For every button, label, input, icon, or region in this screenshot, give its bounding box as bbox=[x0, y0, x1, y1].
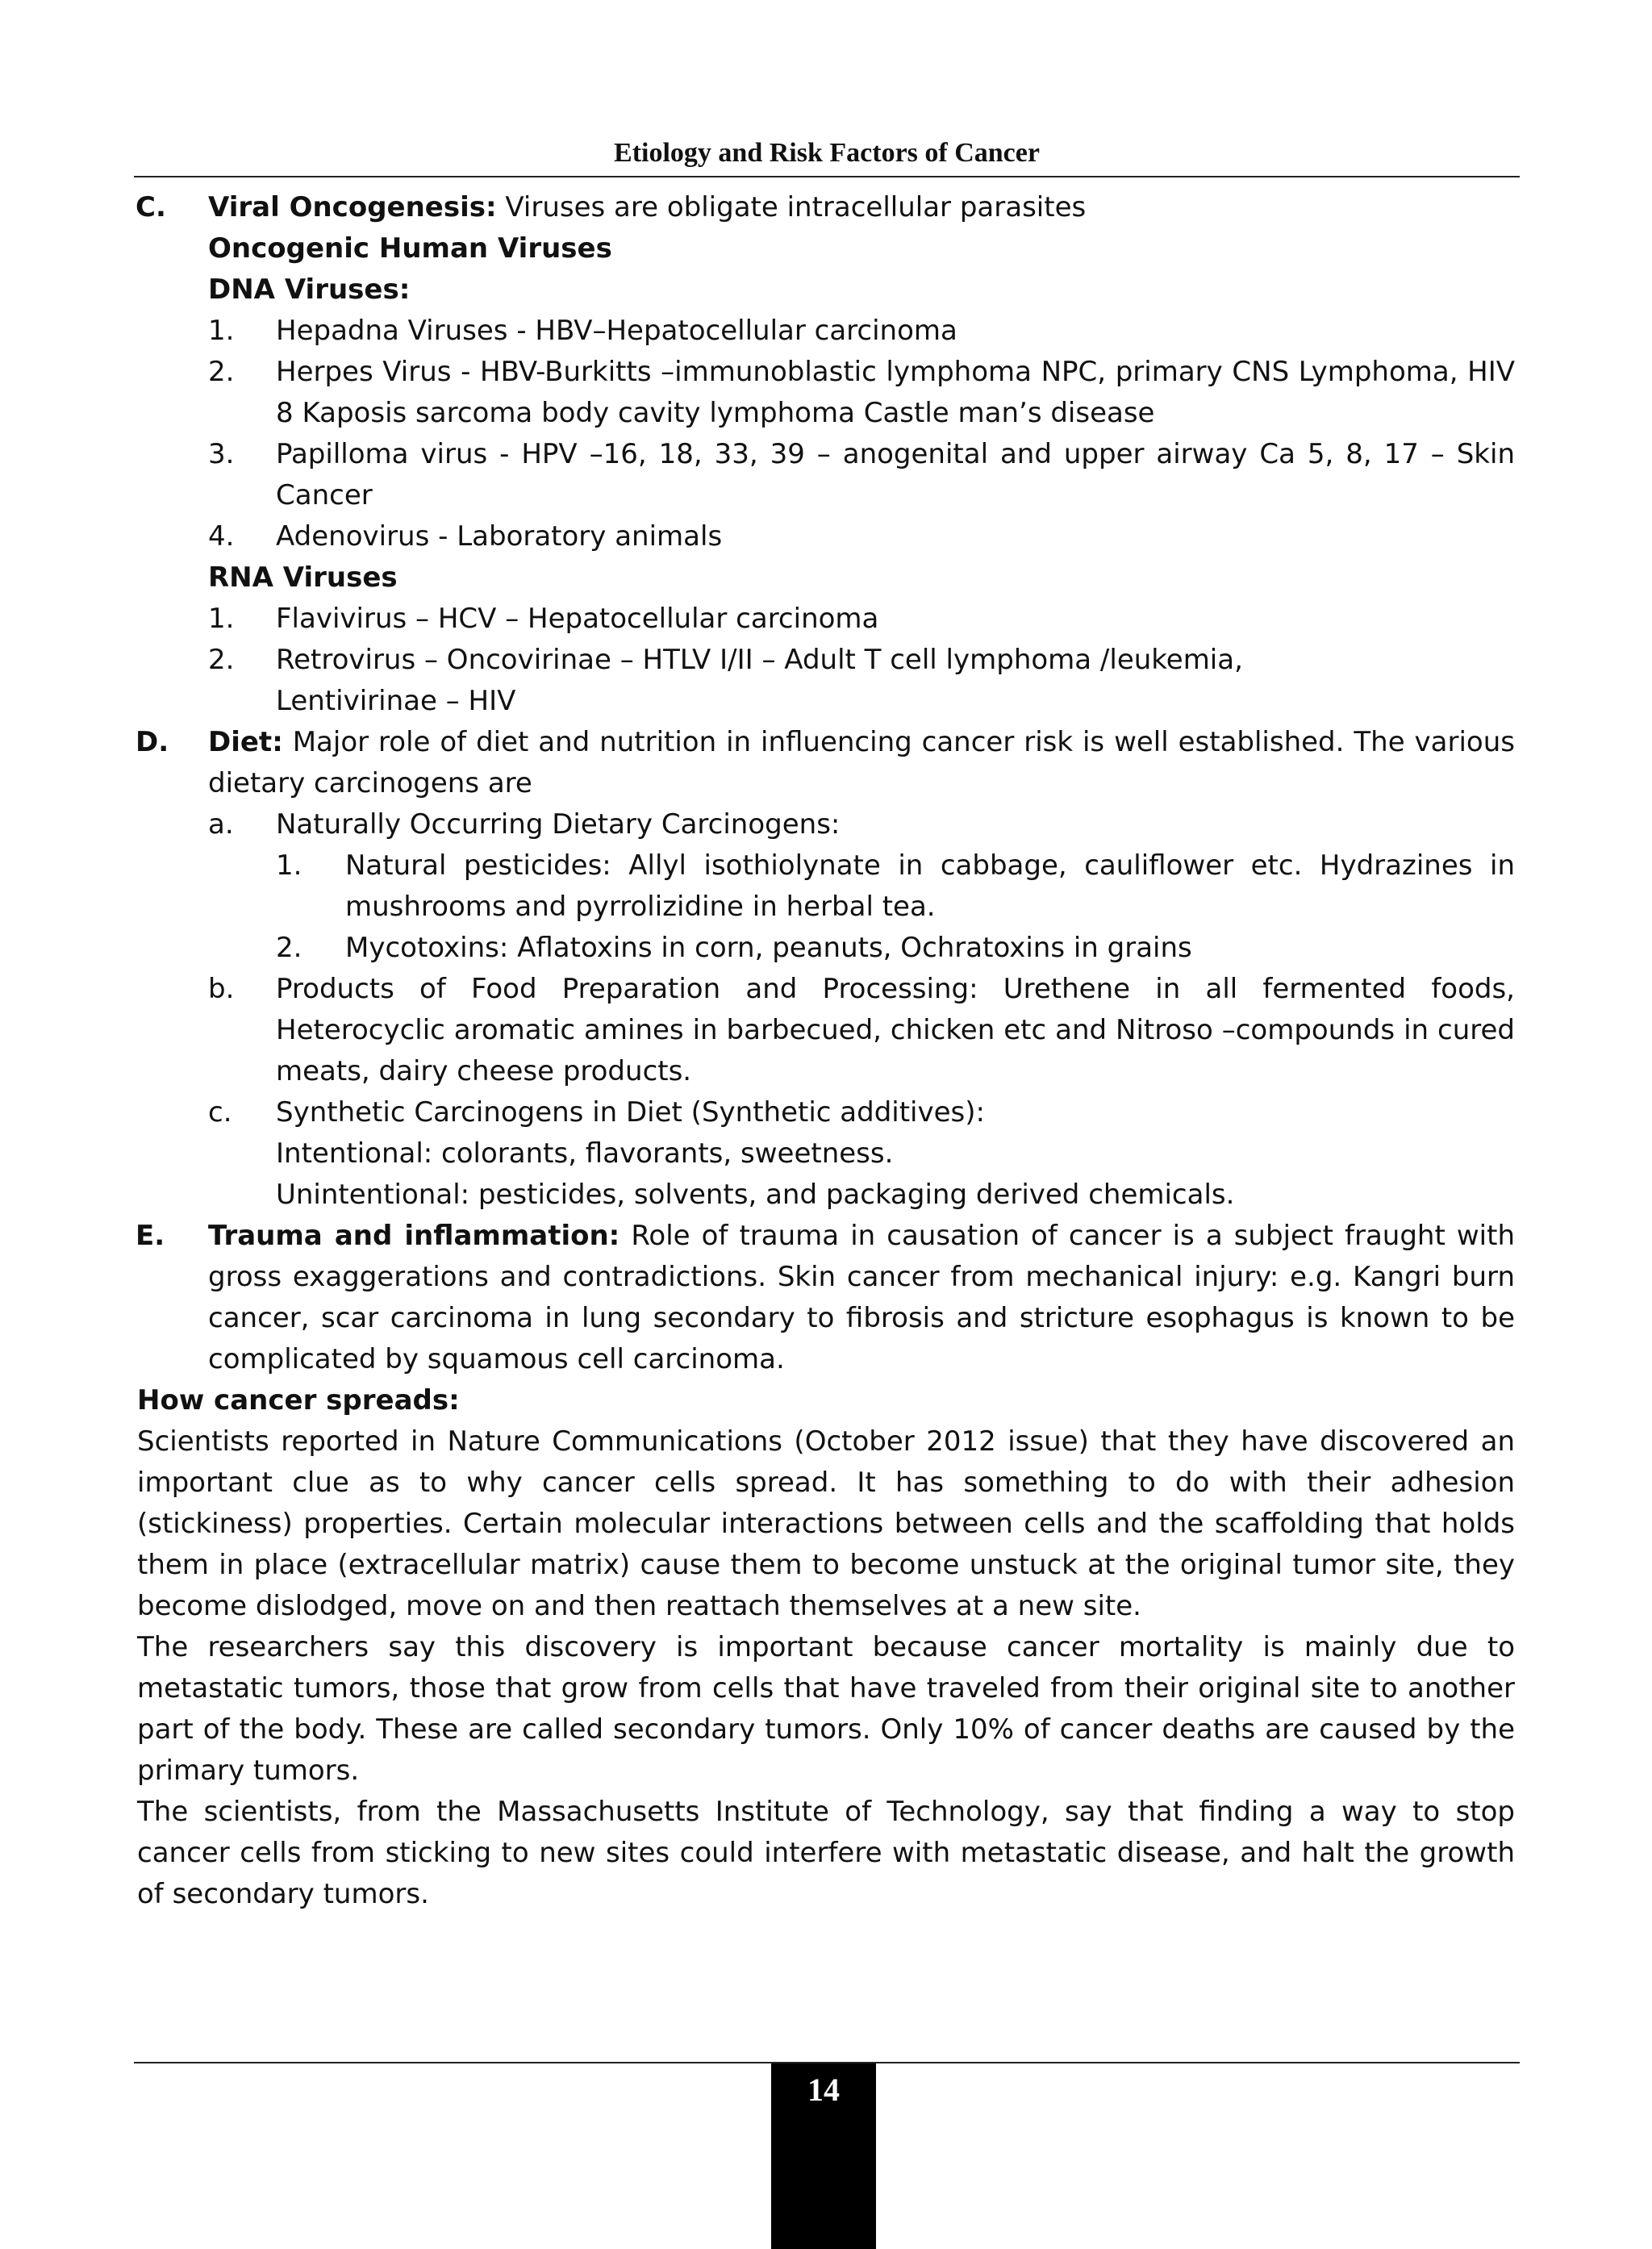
rna-list-continuation: Lentivirinae – HIV bbox=[276, 685, 516, 717]
page-number: 14 bbox=[807, 2072, 840, 2108]
section-e-title: Trauma and inflammation: bbox=[208, 1220, 620, 1252]
list-item-text: Papilloma virus - HPV –16, 18, 33, 39 – anogenital and upper airway Ca 5, 8, 17 – Skin Cancer bbox=[276, 438, 1515, 511]
list-number: 3. bbox=[208, 438, 235, 470]
dna-list-item bbox=[0, 311, 1652, 352]
rna-list-item bbox=[0, 640, 1652, 681]
section-e bbox=[0, 1216, 1652, 1380]
list-item-text: Mycotoxins: Aflatoxins in corn, peanuts, Ochratoxins in grains bbox=[345, 932, 1192, 964]
oncogenic-viruses-heading: Oncogenic Human Viruses bbox=[208, 232, 612, 265]
subitem-text: Products of Food Preparation and Processing: Urethene in all fermented foods, Heterocyclic aromatic amines in barbecued, chicken etc and Nitroso –compounds in cured meats, dairy cheese products. bbox=[276, 973, 1515, 1087]
diet-a-list-item bbox=[0, 928, 1652, 969]
section-e-label: E. bbox=[136, 1220, 165, 1252]
diet-intentional-line: Intentional: colorants, flavorants, sweetness. bbox=[276, 1137, 894, 1170]
list-item-text: Retrovirus – Oncovirinae – HTLV I/II – Adult T cell lymphoma /leukemia, bbox=[276, 644, 1243, 676]
page-body bbox=[0, 187, 1652, 1915]
list-item-text: Natural pesticides: Allyl isothiolynate in cabbage, cauliflower etc. Hydrazines in mushrooms and pyrrolizidine in herbal tea. bbox=[345, 849, 1515, 923]
diet-subitem-b bbox=[0, 969, 1652, 1092]
list-item-text: Hepadna Viruses - HBV–Hepatocellular carcinoma bbox=[276, 315, 957, 347]
list-item-text: Flavivirus – HCV – Hepatocellular carcinoma bbox=[276, 603, 879, 635]
spread-heading: How cancer spreads: bbox=[137, 1384, 460, 1417]
diet-subitem-c bbox=[0, 1092, 1652, 1133]
diet-a-list-item bbox=[0, 845, 1652, 928]
section-c-text: Viruses are obligate intracellular parasites bbox=[496, 191, 1087, 223]
spread-paragraph: The researchers say this discovery is important because cancer mortality is mainly due to metastatic tumors, those that grow from cells that have traveled from their original site to another part of the body. These are called secondary tumors. Only 10% of cancer deaths are caused by the primary tumors. bbox=[137, 1631, 1515, 1787]
rna-list-item bbox=[0, 599, 1652, 640]
dna-list-item bbox=[0, 516, 1652, 557]
section-d-text: Major role of diet and nutrition in influencing cancer risk is well established. The various dietary carcinogens are bbox=[208, 726, 1515, 799]
subitem-text: Synthetic Carcinogens in Diet (Synthetic additives): bbox=[276, 1096, 985, 1129]
list-number: 4. bbox=[208, 520, 235, 553]
list-number: 2. bbox=[276, 932, 302, 964]
section-c-title: Viral Oncogenesis: bbox=[208, 191, 497, 223]
dna-list-item bbox=[0, 352, 1652, 434]
section-c bbox=[0, 187, 1652, 228]
diet-subitem-a bbox=[0, 804, 1652, 845]
list-number: 2. bbox=[208, 356, 235, 388]
spread-paragraph: The scientists, from the Massachusetts Institute of Technology, say that finding a way to stop cancer cells from sticking to new sites could interfere with metastatic disease, and halt the growth of secondary tumors. bbox=[137, 1796, 1515, 1910]
list-number: 1. bbox=[276, 849, 302, 882]
list-item-text: Herpes Virus - HBV-Burkitts –immunoblastic lymphoma NPC, primary CNS Lymphoma, HIV 8 Kaposis sarcoma body cavity lymphoma Castle man’s disease bbox=[276, 356, 1515, 429]
dna-list-item bbox=[0, 434, 1652, 516]
section-c-label: C. bbox=[136, 191, 166, 223]
section-e-text: Role of trauma in causation of cancer is a subject fraught with gross exaggerations and contradictions. Skin cancer from mechanical injury: e.g. Kangri burn cancer, scar carcinoma in lung secondary to fibrosis and stricture esophagus is known to be complicated by squamous cell carcinoma. bbox=[208, 1220, 1515, 1375]
list-number: 1. bbox=[208, 603, 235, 635]
list-number: 2. bbox=[208, 644, 235, 676]
dna-viruses-heading: DNA Viruses: bbox=[208, 273, 411, 306]
list-item-text: Adenovirus - Laboratory animals bbox=[276, 520, 723, 553]
section-d-label: D. bbox=[136, 726, 169, 758]
list-number: 1. bbox=[208, 315, 235, 347]
subitem-label: a. bbox=[208, 808, 234, 841]
section-d bbox=[0, 722, 1652, 804]
subitem-text: Naturally Occurring Dietary Carcinogens: bbox=[276, 808, 841, 841]
subitem-label: b. bbox=[208, 973, 235, 1005]
diet-unintentional-line: Unintentional: pesticides, solvents, and packaging derived chemicals. bbox=[276, 1179, 1235, 1211]
spread-paragraph: Scientists reported in Nature Communications (October 2012 issue) that they have discovered an important clue as to why cancer cells spread. It has something to do with their adhesion (stickiness) properties. Certain molecular interactions between cells and the scaffolding that holds them in place (extracellular matrix) cause them to become unstuck at the original tumor site, they become dislodged, move on and then reattach themselves at a new site. bbox=[137, 1425, 1515, 1622]
section-d-title: Diet: bbox=[208, 726, 283, 758]
rna-viruses-heading: RNA Viruses bbox=[208, 561, 398, 594]
running-header-title: Etiology and Risk Factors of Cancer bbox=[614, 138, 1040, 168]
subitem-label: c. bbox=[208, 1096, 232, 1129]
header-rule bbox=[134, 176, 1520, 177]
